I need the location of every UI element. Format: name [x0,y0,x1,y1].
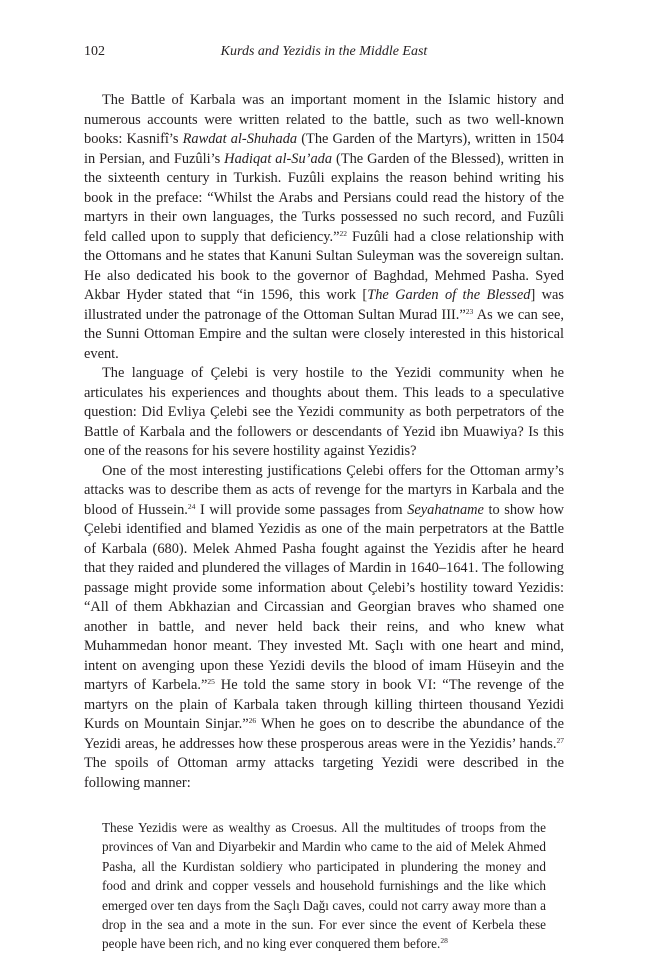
footnote-ref-23[interactable]: 23 [465,306,474,316]
block-quote-text [102,818,546,954]
footnote-ref-27[interactable]: 27 [556,735,564,745]
text-span: The spoils of Ottoman army attacks targeting Yezidi were described in the following manner: [84,755,564,791]
text-span: I will provide some passages from [195,501,408,518]
text-span: (The Garden of the Blessed), written in the sixteenth century in Turkish. Fuzûli explains the reason behind writing his book in the preface: “Whilst the Arabs and Persians could read the history of the martyrs in their own languages, the Turks possessed no such record, and Fuzûli feld called upon to supply that deficiency.” [84,150,564,245]
text-span: Fuzûli had a close relationship with the Ottomans and he states that Kanuni Sultan Suleyman was the sovereign sultan. He also dedicated his book to the governor of Baghdad, Mehmed Pasha. Syed Akbar Hyder stated that “in 1596, this work [ [84,228,564,303]
text-span: (The Garden of the Martyrs), written in 1504 in Persian, and Fuzûli’s [84,131,564,167]
footnote-ref-28[interactable]: 28 [440,936,448,946]
text-span: One of the most interesting justifications Çelebi offers for the Ottoman army’s attacks was to describe them as acts of revenge for the martyrs in Karbala and the blood of Hussein. [84,462,564,518]
page-number: 102 [84,44,105,59]
text-span: ] was illustrated under the patronage of the Ottoman Sultan Murad III.” [84,287,564,323]
book-title-hadiqat: Hadiqat al-Su’ada [224,150,333,167]
text-span: These Yezidis were as wealthy as Croesus. All the multitudes of troops from the provinces of Van and Diyarbekir and Mardin who came to the aid of Melek Ahmed Pasha, all the Kurdistan soldiery who participated in plundering the money and food and drink and copper vessels and household furnishings and the like which emerged over ten days from the Saçlı Dağı caves, could not carry away more than a drop in the sea and a mote in the sun. For ever since the event of Kerbela these people have been rich, and no king ever conquered them before. [102,820,546,952]
running-title: Kurds and Yezidis in the Middle East [220,44,428,59]
text-span: When he goes on to describe the abundance of the Yezidi areas, he addresses how these prosperous areas were in the Yezidis’ hands. [84,716,564,752]
text-span: The Battle of Karbala was an important moment in the Islamic history and numerous accounts were written related to the battle, such as two well-known books: Kasnifî’s [84,92,564,147]
footnote-ref-22[interactable]: 22 [339,228,348,238]
body-text [84,91,564,954]
book-title-rawdat: Rawdat al-Shuhada [182,131,298,147]
page-header [84,44,564,64]
footnote-ref-26[interactable]: 26 [248,716,257,725]
text-span: He told the same story in book VI: “The revenge of the martyrs on the plain of Karbala taken through killing thirteen thousand Yezidi Kurds on Mountain Sinjar.” [84,677,564,732]
text-span: to show how Çelebi identified and blamed Yezidis as one of the main perpetrators at the Battle of Karbala (680). Melek Ahmed Pasha fought against the Yezidis after he heard that they raided and plundered the villages of Mardin in 1640–1641. The following passage might provide some information about Çelebi’s hostility toward Yezidis: “All of them Abkhazian and Circassian and Georgian braves who shamed one another in battle, and never held back their reins, and who knew what Muhammedan honor meant. They invested Mt. Saçlı with one heart and mind, intent on avenging upon these Yezidi devils the blood of imam Hüseyin and the martyrs of Karbela.” [84,501,565,693]
paragraph-karbala-accounts [84,91,564,364]
paragraph-celebi-language: The language of Çelebi is very hostile to the Yezidi community when he articulates his experiences and thoughts about them. This leads to a speculative question: Did Evliya Çelebi see the Yezidi community as both perpetrators of the Battle of Karbala and the followers or descendants of Yezid ibn Muawiya? Is this one of the reasons for his severe hostility against Yezidis? [84,365,564,459]
block-quote [102,818,546,954]
text-span: As we can see, the Sunni Ottoman Empire and the sultan were closely interested in this historical event. [84,306,564,362]
book-title-seyahatname: Seyahatname [407,501,484,518]
book-title-garden-blessed: The Garden of the Blessed [367,287,531,303]
footnote-ref-25[interactable]: 25 [207,677,215,686]
paragraph-justifications [84,462,564,794]
footnote-ref-24[interactable]: 24 [187,501,196,511]
